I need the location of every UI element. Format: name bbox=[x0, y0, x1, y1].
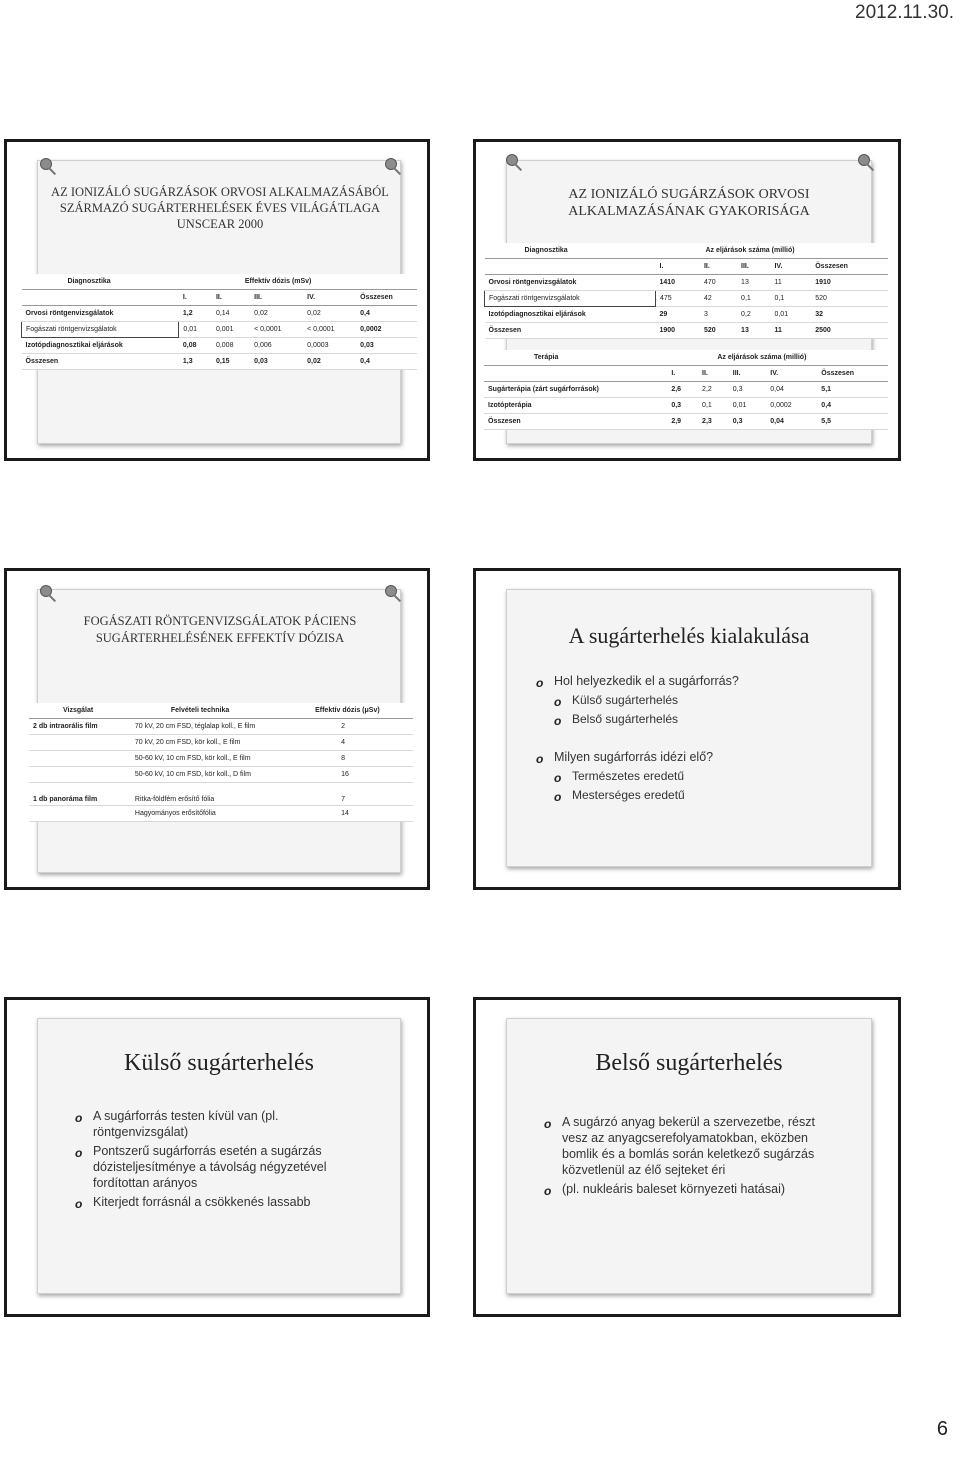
table-row: Összesen 1,3 0,15 0,03 0,02 0,4 bbox=[22, 354, 418, 370]
table-row: Orvosi röntgenvizsgálatok 1,2 0,14 0,02 0,02 0,4 bbox=[22, 306, 418, 322]
table-row: Orvosi röntgenvizsgálatok 1410 470 13 11 1910 bbox=[485, 275, 889, 291]
bullet-icon: o bbox=[536, 676, 544, 690]
dose-table bbox=[21, 274, 417, 370]
pin-icon bbox=[385, 585, 397, 597]
col-header: IV. bbox=[766, 366, 817, 382]
col-header: Effektív dózis (μSv) bbox=[311, 703, 413, 719]
list-item: o Pontszerű sugárforrás esetén a sugárzás dózisteljesítménye a távolság négyzetével fordítottan arányos bbox=[75, 1144, 327, 1190]
bullet-icon: o bbox=[536, 752, 544, 766]
bullet-icon: o bbox=[554, 695, 562, 709]
table-row: Hagyományos erősítőfólia 14 bbox=[29, 806, 413, 822]
slide-title: FOGÁSZATI RÖNTGENVIZSGÁLATOK PÁCIENS SUGÁRTERHELÉSÉNEK EFFEKTÍV DÓZISA bbox=[83, 614, 357, 645]
col-header: III. bbox=[729, 366, 766, 382]
list-item: o Belső sugárterhelés bbox=[554, 712, 679, 728]
pin-icon bbox=[506, 154, 518, 166]
frequency-table-diagnostics bbox=[484, 243, 888, 339]
table-row: Összesen 1900 520 13 11 2500 bbox=[485, 323, 889, 339]
col-header: I. bbox=[179, 290, 212, 306]
date-header: 2012.11.30. bbox=[855, 2, 954, 23]
bullet-icon: o bbox=[75, 1146, 83, 1160]
list-item: o Kiterjedt forrásnál a csökkenés lassabb bbox=[75, 1195, 311, 1211]
table-row: Izotópterápia 0,3 0,1 0,01 0,0002 0,4 bbox=[484, 398, 888, 414]
slide-2 bbox=[473, 139, 901, 461]
frequency-table-therapy bbox=[484, 350, 888, 430]
col-header: Vizsgálat bbox=[29, 703, 131, 719]
bullet-list bbox=[75, 1108, 375, 1213]
slide-title: Külső sugárterhelés bbox=[124, 1050, 314, 1076]
list-item: o Mesterséges eredetű bbox=[554, 788, 685, 804]
table-header: Az eljárások száma (millió) bbox=[667, 350, 888, 366]
bullet-icon: o bbox=[75, 1111, 83, 1125]
col-header: Felvételi technika bbox=[131, 703, 311, 719]
table-row: 2 db intraorális film 70 kV, 20 cm FSD, téglalap koll., E film 2 bbox=[29, 719, 413, 735]
col-header: Összesen bbox=[356, 290, 417, 306]
col-header: I. bbox=[656, 259, 700, 275]
col-header: I. bbox=[667, 366, 698, 382]
list-item: o Természetes eredetű bbox=[554, 769, 685, 785]
col-header: Összesen bbox=[811, 259, 888, 275]
bullet-icon: o bbox=[544, 1117, 552, 1131]
pin-icon bbox=[858, 154, 870, 166]
list-item: o Milyen sugárforrás idézi elő? bbox=[536, 750, 714, 766]
col-header: Összesen bbox=[817, 366, 888, 382]
bullet-icon: o bbox=[554, 790, 562, 804]
slide-title: AZ IONIZÁLÓ SUGÁRZÁSOK ORVOSI ALKALMAZÁSÁBÓL SZÁRMAZÓ SUGÁRTERHELÉSEK ÉVES VILÁGÁTLAGA UNSCEAR 2000 bbox=[51, 185, 389, 231]
table-header: Effektív dózis (mSv) bbox=[179, 274, 417, 290]
table-row: 50-60 kV, 10 cm FSD, kör koll., D film 16 bbox=[29, 767, 413, 783]
slide-title: Belső sugárterhelés bbox=[595, 1050, 783, 1076]
table-row: Izotópdiagnosztikai eljárások 0,08 0,008 0,006 0,0003 0,03 bbox=[22, 338, 418, 354]
slide-5 bbox=[4, 997, 430, 1317]
effective-dose-table bbox=[29, 703, 413, 822]
slide-title: A sugárterhelés kialakulása bbox=[568, 623, 810, 648]
col-header: III. bbox=[737, 259, 770, 275]
bullet-icon: o bbox=[544, 1184, 552, 1198]
table-row: Fogászati röntgenvizsgálatok 475 42 0,1 0,1 520 bbox=[485, 291, 889, 307]
slide-6 bbox=[473, 997, 901, 1317]
table-header: Az eljárások száma (millió) bbox=[656, 243, 889, 259]
col-header: II. bbox=[212, 290, 250, 306]
slide-title: AZ IONIZÁLÓ SUGÁRZÁSOK ORVOSI ALKALMAZÁSÁNAK GYAKORISÁGA bbox=[568, 187, 810, 219]
bullet-list bbox=[536, 673, 866, 806]
list-item: o A sugárzó anyag bekerül a szervezetbe, részt vesz az anyagcserefolyamatokban, eközben bomlik és a bomlás során keletkező sugárzás közvetlenül az élő sejteket éri bbox=[544, 1115, 815, 1177]
list-item: o A sugárforrás testen kívül van (pl. röntgenvizsgálat) bbox=[75, 1109, 279, 1139]
table-header: Diagnosztika bbox=[485, 243, 656, 259]
bullet-icon: o bbox=[75, 1197, 83, 1211]
table-row: 50-60 kV, 10 cm FSD, kör koll., E film 8 bbox=[29, 751, 413, 767]
slide-4 bbox=[473, 568, 901, 890]
pin-icon bbox=[40, 585, 52, 597]
slide-1 bbox=[4, 139, 430, 461]
list-item: o Hol helyezkedik el a sugárforrás? bbox=[536, 674, 739, 690]
pin-icon bbox=[385, 158, 397, 170]
table-header: Terápia bbox=[484, 350, 667, 366]
col-header: III. bbox=[250, 290, 303, 306]
table-row: Fogászati röntgenvizsgálatok 0,01 0,001 < 0,0001 < 0,0001 0,0002 bbox=[22, 322, 418, 338]
bullet-icon: o bbox=[554, 771, 562, 785]
table-header: Diagnosztika bbox=[22, 274, 179, 290]
table-row: Sugárterápia (zárt sugárforrások) 2,6 2,2 0,3 0,04 5,1 bbox=[484, 382, 888, 398]
col-header: II. bbox=[700, 259, 737, 275]
page-number: 6 bbox=[936, 1418, 948, 1440]
list-item: o Külső sugárterhelés bbox=[554, 693, 679, 709]
table-row: Izotópdiagnosztikai eljárások 29 3 0,2 0,01 32 bbox=[485, 307, 889, 323]
list-item: o (pl. nukleáris baleset környezeti hatásai) bbox=[544, 1182, 786, 1198]
bullet-icon: o bbox=[554, 714, 562, 728]
table-row: Összesen 2,9 2,3 0,3 0,04 5,5 bbox=[484, 414, 888, 430]
bullet-list bbox=[544, 1114, 844, 1200]
table-row: 70 kV, 20 cm FSD, kör koll., E film 4 bbox=[29, 735, 413, 751]
table-row: 1 db panoráma film Ritka-földfém erősítő fólia 7 bbox=[29, 783, 413, 806]
col-header: IV. bbox=[770, 259, 811, 275]
col-header: II. bbox=[698, 366, 729, 382]
col-header: IV. bbox=[303, 290, 356, 306]
slide-3 bbox=[4, 568, 430, 890]
pin-icon bbox=[40, 158, 52, 170]
